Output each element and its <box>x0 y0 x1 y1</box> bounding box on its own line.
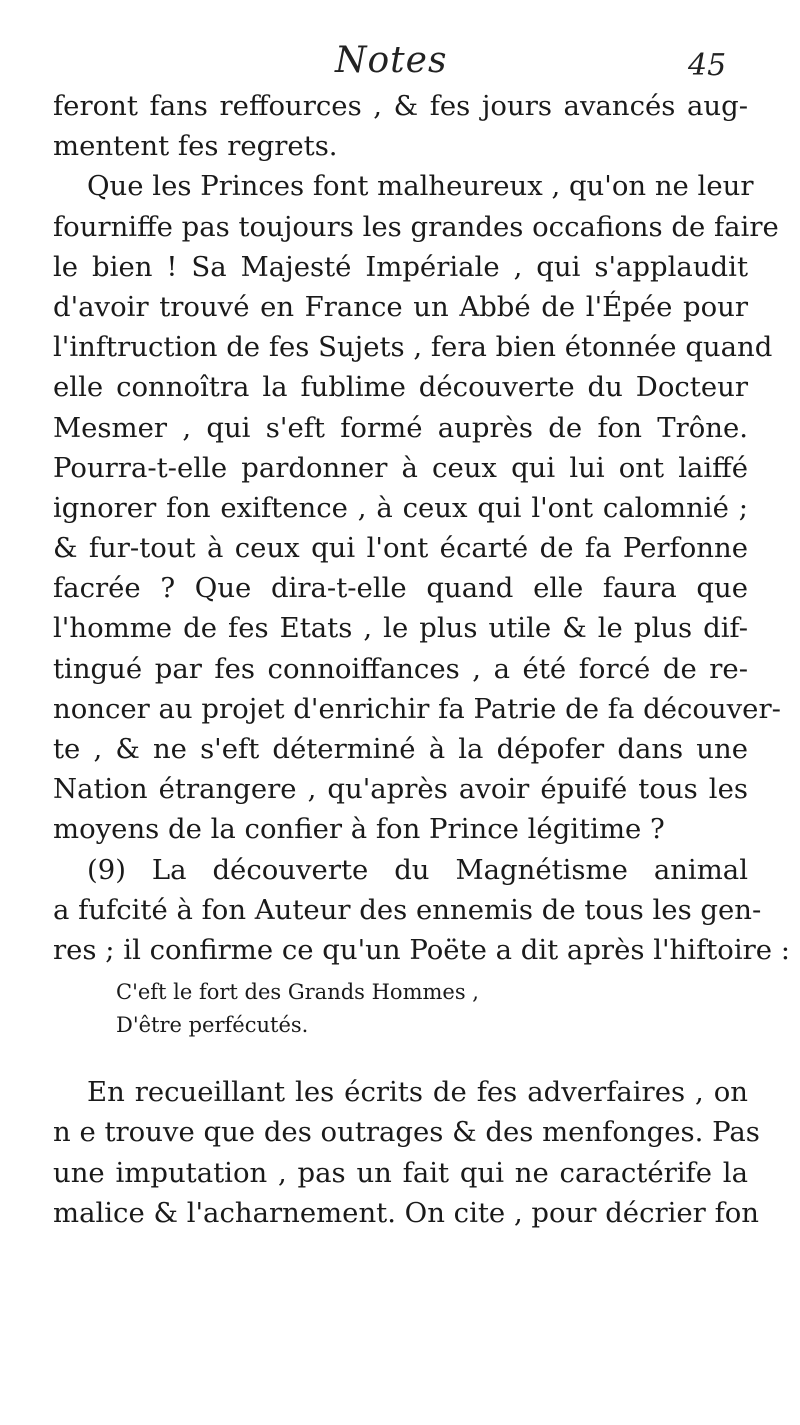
text-line: Nation étrangere , qu'après avoir épuifé tous les <box>53 773 748 806</box>
text-line: feront fans reffources , & fes jours avancés aug- <box>53 90 748 122</box>
note-9-heading-line: (9) La découverte du Magnétisme animal <box>87 853 748 886</box>
quote-line: D'être perfécutés. <box>116 1013 309 1038</box>
text-line: l'inftruction de fes Sujets , fera bien étonnée quand <box>53 331 773 364</box>
text-line: Mesmer , qui s'eft formé auprès de fon Trône. <box>53 411 748 444</box>
text-line: moyens de la confier à fon Prince légitime ? <box>53 813 665 846</box>
page-number: 45 <box>688 48 727 83</box>
text-line: le bien ! Sa Majesté Impériale , qui s'applaudit <box>53 250 748 283</box>
text-line: mentent fes regrets. <box>53 130 338 163</box>
text-line: malice & l'acharnement. On cite , pour décrier fon <box>53 1196 760 1229</box>
body-text <box>53 86 791 1233</box>
text-line: res ; il confirme ce qu'un Poëte a dit après l'hiftoire : <box>53 933 791 966</box>
text-line: elle connoîtra la fublime découverte du Docteur <box>53 371 748 404</box>
text-line: tingué par fes connoiffances , a été forcé de re- <box>53 652 748 685</box>
text-line: facrée ? Que dira-t-elle quand elle faura que <box>53 572 748 605</box>
text-line: & fur-tout à ceux qui l'ont écarté de fa Perfonne <box>53 532 748 565</box>
text-line: fourniffe pas toujours les grandes occafions de faire <box>53 210 779 243</box>
text-line: n e trouve que des outrages & des menfonges. Pas <box>53 1116 760 1149</box>
text-line: te , & ne s'eft déterminé à la dépofer dans une <box>53 733 748 765</box>
running-title: Notes <box>335 40 448 81</box>
text-line: d'avoir trouvé en France un Abbé de l'Épée pour <box>53 290 748 323</box>
text-line: l'homme de fes Etats , le plus utile & le plus dif- <box>53 612 748 645</box>
text-line: Pourra-t-elle pardonner à ceux qui lui ont laiffé <box>53 451 748 484</box>
text-line: noncer au projet d'enrichir fa Patrie de fa découver- <box>53 692 781 725</box>
text-line: a fufcité à fon Auteur des ennemis de tous les gen- <box>53 893 762 926</box>
text-line: une imputation , pas un fait qui ne caractérife la <box>53 1156 748 1189</box>
quote-line: C'eft le fort des Grands Hommes , <box>116 980 479 1005</box>
text-line: ignorer fon exiftence , à ceux qui l'ont calomnié ; <box>53 491 748 524</box>
text-line: Que les Princes font malheureux , qu'on ne leur <box>87 170 754 203</box>
text-line: En recueillant les écrits de fes adverfaires , on <box>87 1076 748 1109</box>
